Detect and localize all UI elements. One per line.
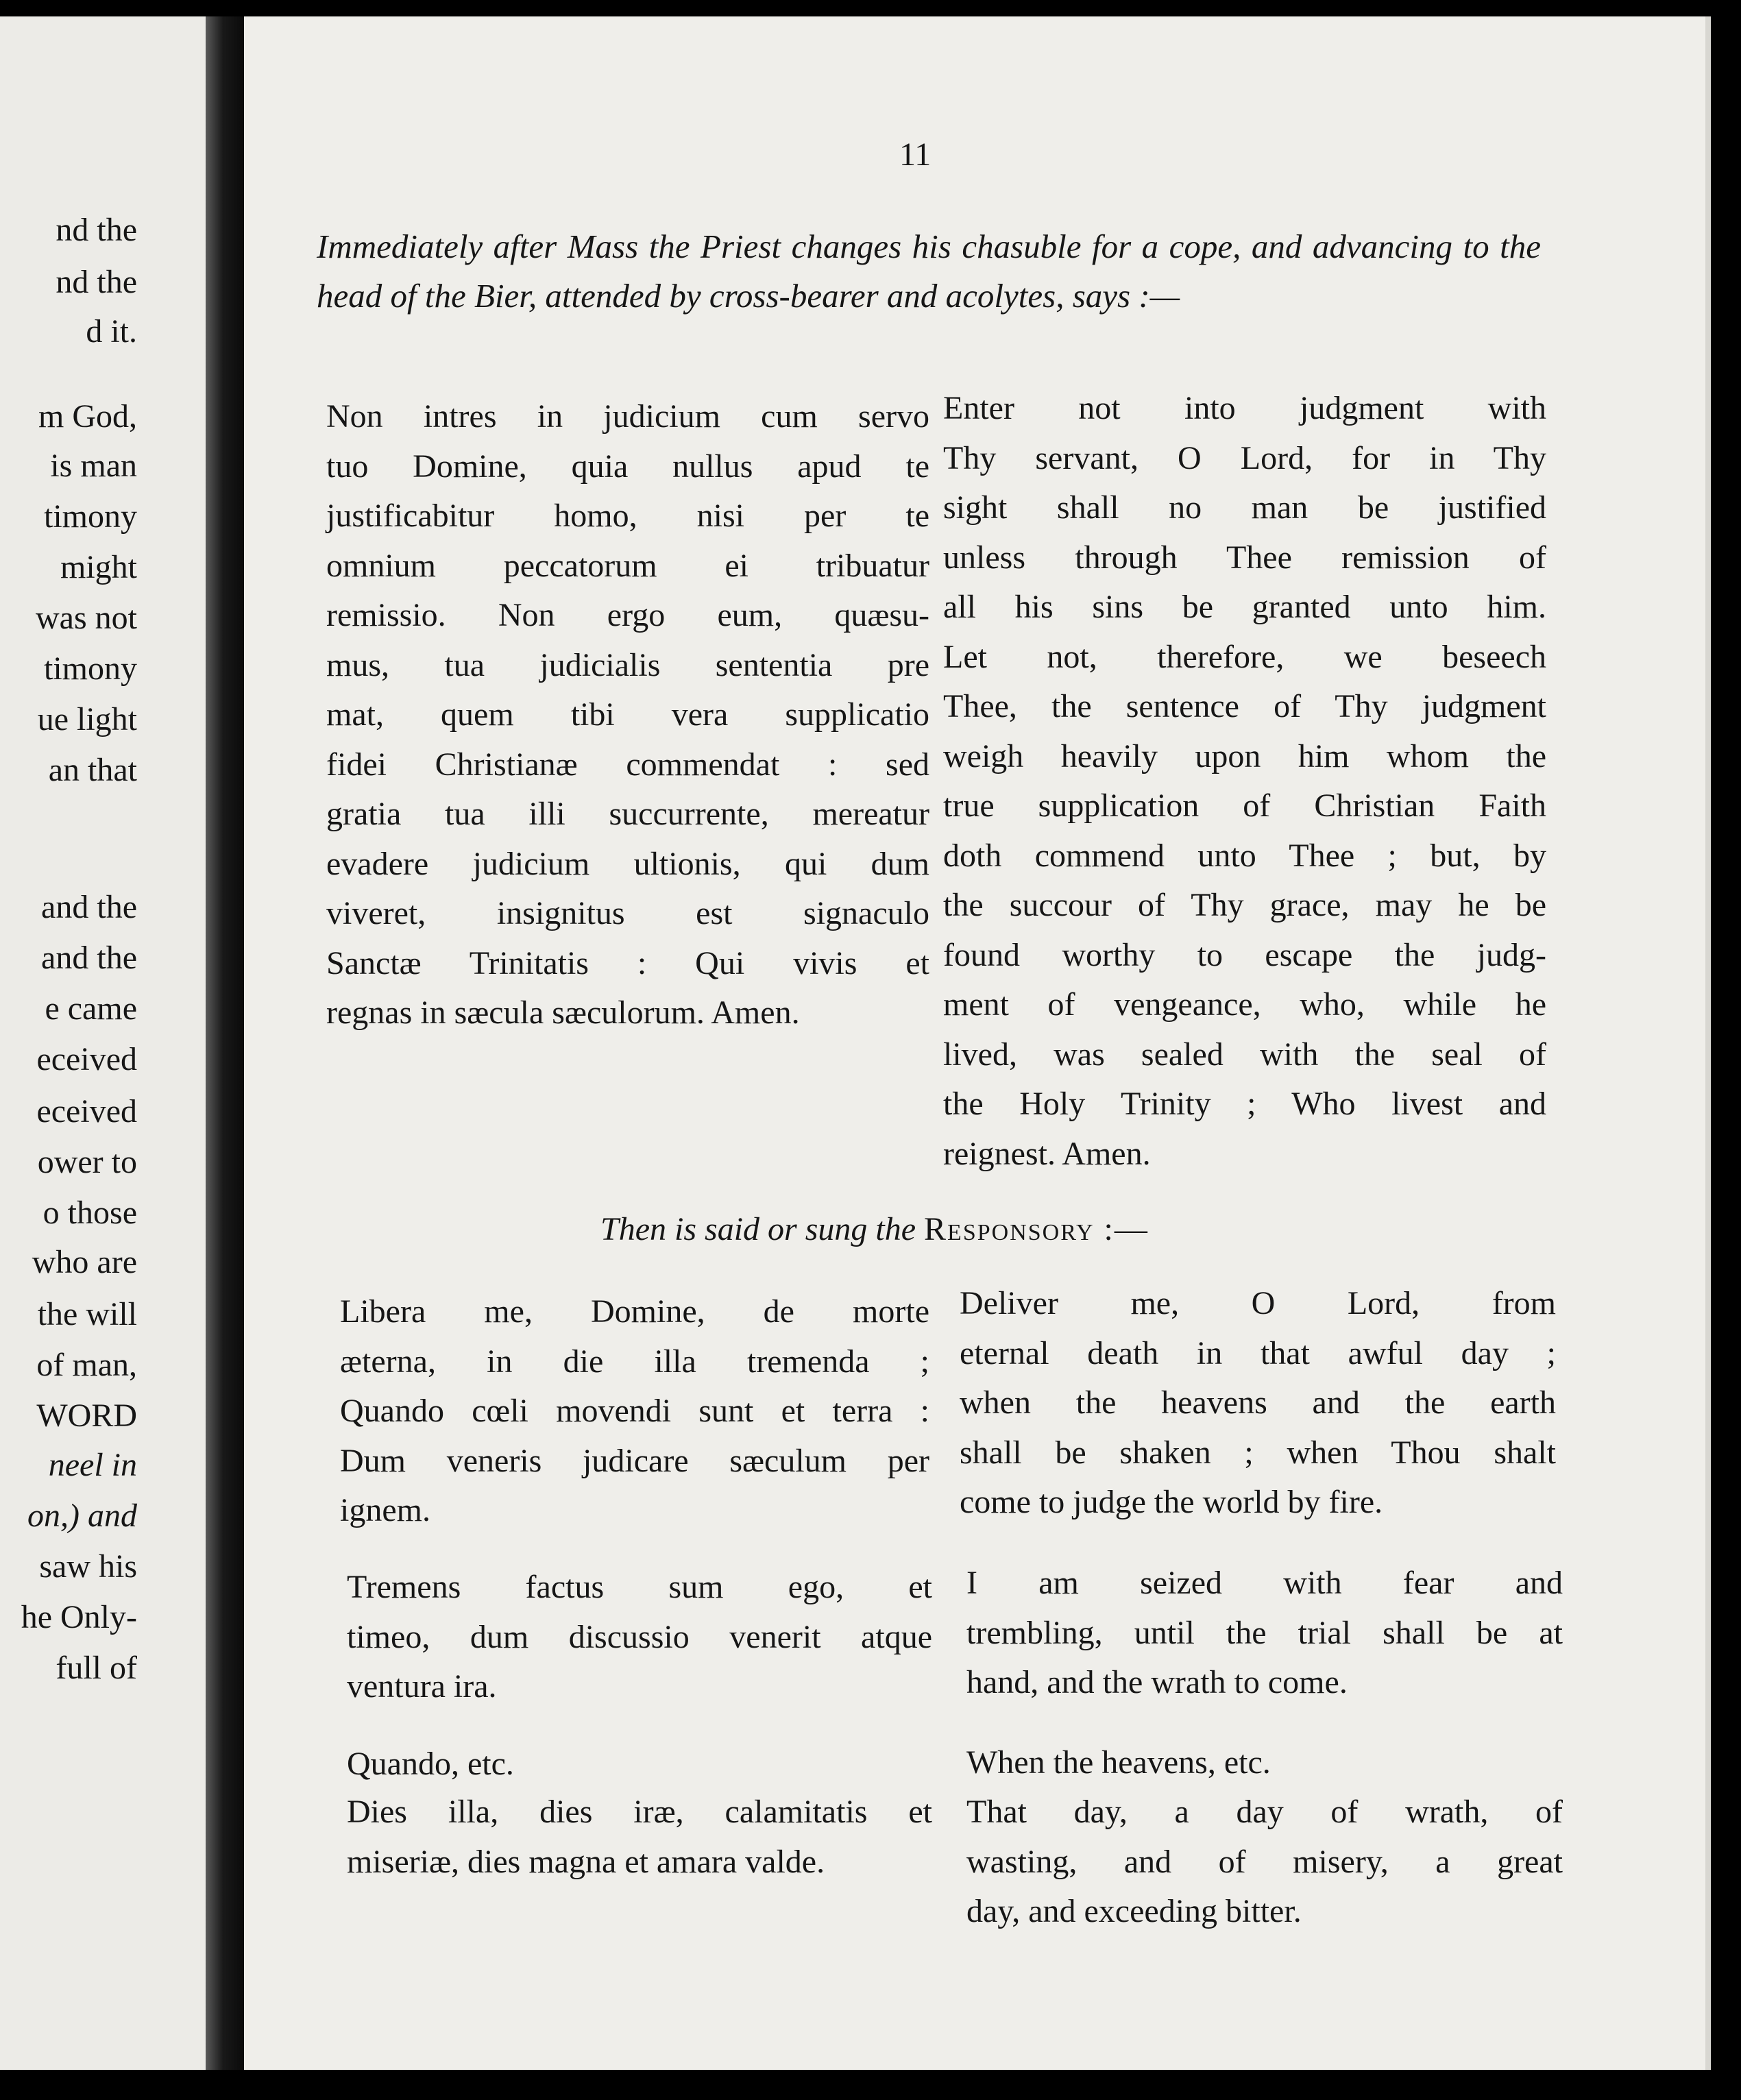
left-page-line: full of bbox=[56, 1650, 137, 1686]
text-line: Dum veneris judicare sæculum per bbox=[340, 1442, 929, 1479]
left-page-line: timony bbox=[43, 498, 137, 535]
prayer-english bbox=[943, 384, 1546, 1179]
left-page-line: an that bbox=[48, 752, 137, 788]
left-page-line: of man, bbox=[36, 1347, 137, 1383]
left-page-line: the will bbox=[37, 1296, 137, 1332]
left-page-line: who are bbox=[32, 1244, 137, 1280]
text-line: justificabitur homo, nisi per te bbox=[326, 498, 929, 534]
left-page-line: and the bbox=[41, 889, 137, 925]
text-line: doth commend unto Thee ; but, by bbox=[943, 837, 1546, 874]
responsory-intro: Then is said or sung the bbox=[600, 1211, 916, 1247]
text-line: the succour of Thy grace, may he be bbox=[943, 887, 1546, 923]
text-line: mus, tua judicialis sententia pre bbox=[326, 646, 929, 683]
book-gutter bbox=[206, 16, 244, 2070]
text-line: ventura ira. bbox=[347, 1668, 497, 1705]
text-line: the Holy Trinity ; Who livest and bbox=[943, 1086, 1546, 1122]
text-line: Thee, the sentence of Thy judgment bbox=[943, 688, 1546, 724]
text-line: I am seized with fear and bbox=[966, 1565, 1563, 1601]
left-page-line: and the bbox=[41, 940, 137, 976]
left-page-line: timony bbox=[43, 650, 137, 687]
text-line: sight shall no man be justified bbox=[943, 489, 1546, 526]
left-page-line: ue light bbox=[37, 701, 137, 737]
rubric-instruction: Immediately after Mass the Priest changes his chasuble for a cope, and advancing to the head of the Bier, attended by cross-bearer and acolytes, says :— bbox=[317, 228, 1541, 315]
text-line: Tremens factus sum ego, et bbox=[347, 1569, 932, 1605]
text-line: fidei Christianæ commendat : sed bbox=[326, 746, 929, 783]
text-line: day, and exceeding bitter. bbox=[966, 1893, 1302, 1929]
text-line: when the heavens and the earth bbox=[960, 1384, 1556, 1421]
left-page-line: nd the bbox=[56, 264, 137, 300]
responsory-label: Responsory :— bbox=[924, 1211, 1149, 1247]
text-line: unless through Thee remission of bbox=[943, 539, 1546, 576]
prayer-latin bbox=[326, 392, 929, 1038]
quando-english bbox=[966, 1738, 1563, 1788]
text-line: ignem. bbox=[340, 1492, 430, 1528]
text-line: trembling, until the trial shall be at bbox=[966, 1614, 1563, 1651]
text-line: That day, a day of wrath, of bbox=[966, 1794, 1563, 1830]
right-page bbox=[244, 16, 1711, 2070]
left-page-line: on,) and bbox=[27, 1498, 137, 1534]
text-line: Quando, etc. bbox=[347, 1746, 514, 1782]
text-line: viveret, insignitus est signaculo bbox=[326, 895, 929, 931]
text-line: true supplication of Christian Faith bbox=[943, 788, 1546, 824]
text-line: wasting, and of misery, a great bbox=[966, 1843, 1563, 1880]
text-line: regnas in sæcula sæculorum. Amen. bbox=[326, 994, 800, 1031]
text-line: Thy servant, O Lord, for in Thy bbox=[943, 439, 1546, 476]
text-line: Let not, therefore, we beseech bbox=[943, 638, 1546, 675]
left-page-line: nd the bbox=[56, 212, 137, 248]
text-line: weigh heavily upon him whom the bbox=[943, 737, 1546, 774]
text-line: tuo Domine, quia nullus apud te bbox=[326, 448, 929, 485]
dies-english bbox=[966, 1787, 1563, 1937]
text-line: æterna, in die illa tremenda ; bbox=[340, 1343, 929, 1380]
page-number: 11 bbox=[899, 136, 932, 173]
text-line: hand, and the wrath to come. bbox=[966, 1664, 1348, 1700]
text-line: lived, was sealed with the seal of bbox=[943, 1036, 1546, 1073]
text-line: come to judge the world by fire. bbox=[960, 1484, 1383, 1520]
responsory-heading bbox=[600, 1210, 1149, 1248]
left-page-line: neel in bbox=[48, 1447, 137, 1483]
libera-latin bbox=[340, 1287, 929, 1536]
text-line: Libera me, Domine, de morte bbox=[340, 1293, 929, 1330]
text-line: omnium peccatorum ei tribuatur bbox=[326, 547, 929, 584]
left-page-line: was not bbox=[36, 600, 137, 636]
text-line: timeo, dum discussio venerit atque bbox=[347, 1618, 932, 1655]
text-line: eternal death in that awful day ; bbox=[960, 1334, 1556, 1371]
left-page-line: eceived bbox=[36, 1093, 137, 1130]
text-line: ment of vengeance, who, while he bbox=[943, 986, 1546, 1023]
libera-english bbox=[960, 1279, 1556, 1528]
left-page-line: m God, bbox=[38, 398, 137, 435]
dies-latin bbox=[347, 1787, 932, 1887]
left-page-line: he Only- bbox=[21, 1599, 137, 1635]
text-line: evadere judicium ultionis, qui dum bbox=[326, 845, 929, 882]
left-page-line: ower to bbox=[37, 1144, 137, 1180]
text-line: shall be shaken ; when Thou shalt bbox=[960, 1434, 1556, 1471]
text-line: gratia tua illi succurrente, mereatur bbox=[326, 796, 929, 832]
text-line: reignest. Amen. bbox=[943, 1135, 1151, 1172]
text-line: remissio. Non ergo eum, quæsu- bbox=[326, 597, 929, 633]
text-line: Sanctæ Trinitatis : Qui vivis et bbox=[326, 944, 929, 981]
text-line: When the heavens, etc. bbox=[966, 1744, 1271, 1781]
left-page-line: might bbox=[60, 549, 137, 585]
text-line: all his sins be granted unto him. bbox=[943, 589, 1546, 625]
text-line: Non intres in judicium cum servo bbox=[326, 398, 929, 435]
left-page-line: d it. bbox=[86, 313, 137, 350]
tremens-english bbox=[966, 1559, 1563, 1708]
tremens-latin bbox=[347, 1563, 932, 1712]
left-page-line: is man bbox=[50, 448, 137, 484]
text-line: Dies illa, dies iræ, calamitatis et bbox=[347, 1794, 932, 1830]
text-line: Deliver me, O Lord, from bbox=[960, 1285, 1556, 1321]
left-page-line: e came bbox=[45, 990, 137, 1027]
text-line: Enter not into judgment with bbox=[943, 390, 1546, 426]
text-line: miseriæ, dies magna et amara valde. bbox=[347, 1843, 825, 1880]
text-line: Quando cœli movendi sunt et terra : bbox=[340, 1393, 929, 1429]
left-page-fragment bbox=[0, 16, 206, 2070]
left-page-line: eceived bbox=[36, 1041, 137, 1077]
quando-latin bbox=[347, 1739, 932, 1790]
text-line: found worthy to escape the judg- bbox=[943, 936, 1546, 973]
left-page-line: o those bbox=[42, 1195, 137, 1231]
text-line: mat, quem tibi vera supplicatio bbox=[326, 696, 929, 733]
left-page-line: WORD bbox=[36, 1397, 137, 1434]
left-page-line: saw his bbox=[39, 1548, 137, 1585]
